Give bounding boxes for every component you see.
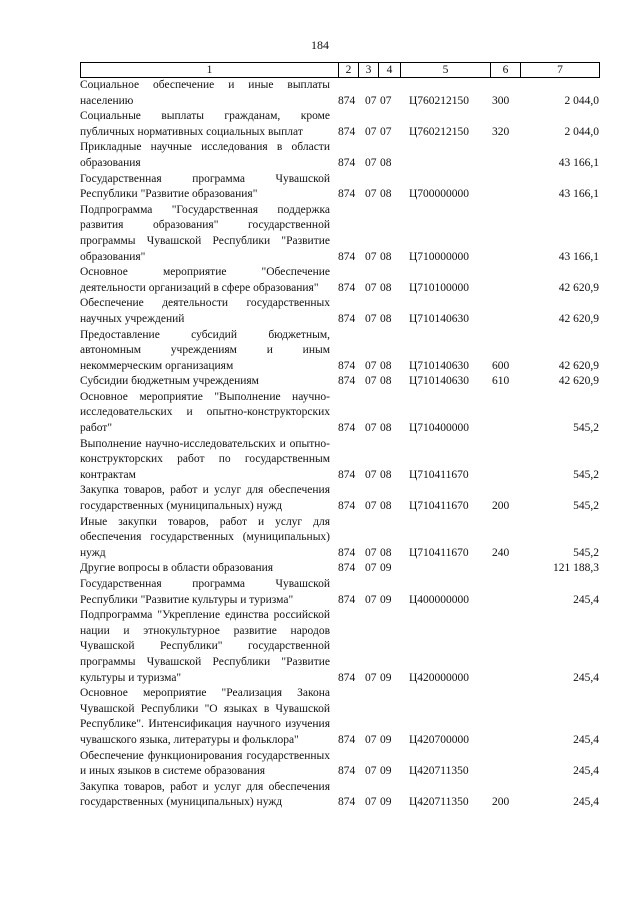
row-admin-code: 874 [338, 125, 356, 138]
row-admin-code: 874 [338, 250, 356, 263]
row-expense-type-code: 200 [492, 500, 510, 513]
row-section-code: 07 [365, 312, 377, 325]
table-row [80, 577, 600, 608]
row-admin-code: 874 [338, 468, 356, 481]
row-section-code: 07 [365, 546, 377, 559]
row-admin-code: 874 [338, 562, 356, 575]
row-admin-code: 874 [338, 188, 356, 201]
row-name: Государственная программа Чувашской Республики "Развитие культуры и туризма" [80, 578, 330, 606]
table-row [80, 390, 600, 437]
row-target-article-code: Ц710000000 [409, 250, 470, 263]
row-section-code: 07 [365, 796, 377, 809]
row-subsection-code: 08 [380, 281, 392, 294]
row-admin-code: 874 [338, 359, 356, 372]
row-admin-code: 874 [338, 796, 356, 809]
row-admin-code: 874 [338, 422, 356, 435]
row-subsection-code: 09 [380, 562, 392, 575]
row-admin-code: 874 [338, 500, 356, 513]
row-subsection-code: 08 [380, 500, 392, 513]
row-target-article-code: Ц710140630 [409, 359, 470, 372]
table-row [80, 172, 600, 203]
row-amount: 245,4 [573, 671, 599, 684]
row-amount: 245,4 [573, 765, 599, 778]
row-target-article-code: Ц710411670 [409, 500, 469, 513]
table-row [80, 328, 600, 375]
row-target-article-code: Ц710400000 [409, 422, 470, 435]
row-subsection-code: 08 [380, 250, 392, 263]
table-row [80, 686, 600, 748]
row-admin-code: 874 [338, 375, 356, 388]
row-admin-code: 874 [338, 733, 356, 746]
row-amount: 42 620,9 [558, 359, 599, 372]
row-target-article-code: Ц760212150 [409, 94, 470, 107]
row-section-code: 07 [365, 765, 377, 778]
row-admin-code: 874 [338, 281, 356, 294]
row-subsection-code: 08 [380, 422, 392, 435]
row-amount: 245,4 [573, 593, 599, 606]
row-target-article-code: Ц710100000 [409, 281, 470, 294]
row-section-code: 07 [365, 671, 377, 684]
row-target-article-code: Ц420700000 [409, 733, 470, 746]
table-row [80, 561, 600, 577]
row-expense-type-code: 300 [492, 94, 510, 107]
row-section-code: 07 [365, 593, 377, 606]
row-expense-type-code: 600 [492, 359, 510, 372]
row-subsection-code: 08 [380, 546, 392, 559]
table-row [80, 203, 600, 265]
page-number: 184 [311, 38, 329, 52]
row-name: Закупка товаров, работ и услуг для обеспечения государственных (муниципальных) нужд [80, 484, 330, 513]
table-row [80, 140, 600, 171]
row-section-code: 07 [365, 375, 377, 388]
row-subsection-code: 09 [380, 593, 392, 606]
row-name: Основное мероприятие "Реализация Закона Чувашской Республики "О языках в Чувашской Республике". Интенсификация научного изучения чувашского языка, литературы и фольклора" [80, 687, 330, 746]
row-subsection-code: 07 [380, 125, 392, 138]
row-target-article-code: Ц700000000 [409, 188, 470, 201]
row-admin-code: 874 [338, 312, 356, 325]
row-section-code: 07 [365, 250, 377, 263]
row-name: Основное мероприятие "Выполнение научно-исследовательских и опытно-конструкторских работ" [80, 390, 330, 435]
table-row [80, 483, 600, 514]
row-target-article-code: Ц420711350 [409, 796, 469, 809]
row-name: Подпрограмма "Государственная поддержка развития образования" государственной программы Чувашской Республики "Развитие образования" [80, 203, 330, 263]
row-amount: 545,2 [573, 500, 599, 513]
row-section-code: 07 [365, 94, 377, 107]
row-target-article-code: Ц760212150 [409, 125, 470, 138]
row-name: Субсидии бюджетным учреждениям [80, 375, 259, 388]
row-section-code: 07 [365, 422, 377, 435]
row-name: Прикладные научные исследования в области образования [80, 141, 330, 169]
row-name: Выполнение научно-исследовательских и опытно-конструкторских работ по государственным контрактам [80, 437, 330, 481]
row-target-article-code: Ц420711350 [409, 765, 469, 778]
row-name: Социальное обеспечение и иные выплаты населению [80, 79, 330, 107]
header-col-6: 6 [490, 63, 520, 77]
table-row [80, 780, 600, 811]
row-amount: 2 044,0 [564, 94, 599, 107]
row-name: Основное мероприятие "Обеспечение деятельности организаций в сфере образования" [80, 266, 330, 294]
row-target-article-code: Ц420000000 [409, 671, 470, 684]
row-section-code: 07 [365, 468, 377, 481]
row-expense-type-code: 610 [492, 375, 510, 388]
row-subsection-code: 08 [380, 188, 392, 201]
row-name: Социальные выплаты гражданам, кроме публичных нормативных социальных выплат [80, 110, 330, 138]
table-row [80, 515, 600, 562]
table-row [80, 109, 600, 140]
table-row [80, 265, 600, 296]
row-admin-code: 874 [338, 765, 356, 778]
row-section-code: 07 [365, 359, 377, 372]
row-section-code: 07 [365, 125, 377, 138]
row-name: Подпрограмма "Укрепление единства российской нации и этнокультурное развитие народов Чувашской Республики" государственной программы Чувашской Республики "Развитие культуры и туризма" [80, 609, 330, 684]
row-subsection-code: 08 [380, 375, 392, 388]
row-amount: 42 620,9 [558, 281, 599, 294]
row-amount: 545,2 [573, 422, 599, 435]
row-section-code: 07 [365, 733, 377, 746]
header-col-2: 2 [338, 63, 358, 77]
row-subsection-code: 07 [380, 94, 392, 107]
row-amount: 545,2 [573, 546, 599, 559]
row-name: Обеспечение функционирования государственных и иных языков в системе образования [80, 749, 330, 778]
row-amount: 43 166,1 [558, 250, 599, 263]
table-row [80, 437, 600, 484]
row-amount: 545,2 [573, 468, 599, 481]
row-amount: 2 044,0 [564, 125, 599, 138]
row-subsection-code: 09 [380, 765, 392, 778]
row-amount: 42 620,9 [558, 375, 599, 388]
row-name: Государственная программа Чувашской Республики "Развитие образования" [80, 172, 330, 201]
table-row [80, 374, 600, 390]
row-amount: 43 166,1 [558, 156, 599, 169]
row-target-article-code: Ц710140630 [409, 312, 470, 325]
row-name: Предоставление субсидий бюджетным, автономным учреждениям и иным некоммерческим организациям [80, 328, 330, 372]
row-target-article-code: Ц710140630 [409, 375, 470, 388]
row-subsection-code: 08 [380, 156, 392, 169]
row-admin-code: 874 [338, 94, 356, 107]
header-col-5: 5 [400, 63, 490, 77]
row-target-article-code: Ц710411670 [409, 468, 469, 481]
table-row [80, 296, 600, 327]
row-admin-code: 874 [338, 671, 356, 684]
row-amount: 245,4 [573, 796, 599, 809]
row-admin-code: 874 [338, 546, 356, 559]
header-col-7: 7 [520, 63, 600, 77]
row-subsection-code: 08 [380, 468, 392, 481]
row-section-code: 07 [365, 562, 377, 575]
row-expense-type-code: 240 [492, 546, 510, 559]
row-section-code: 07 [365, 281, 377, 294]
row-section-code: 07 [365, 156, 377, 169]
row-expense-type-code: 200 [492, 796, 510, 809]
row-expense-type-code: 320 [492, 125, 510, 138]
row-amount: 121 188,3 [553, 562, 599, 575]
header-col-3: 3 [358, 63, 378, 77]
row-subsection-code: 09 [380, 671, 392, 684]
row-subsection-code: 08 [380, 312, 392, 325]
row-amount: 43 166,1 [558, 188, 599, 201]
row-target-article-code: Ц710411670 [409, 546, 469, 559]
row-target-article-code: Ц400000000 [409, 593, 470, 606]
row-subsection-code: 09 [380, 796, 392, 809]
row-name: Закупка товаров, работ и услуг для обеспечения государственных (муниципальных) нужд [80, 780, 330, 809]
row-admin-code: 874 [338, 593, 356, 606]
row-name: Обеспечение деятельности государственных научных учреждений [80, 297, 330, 325]
row-subsection-code: 08 [380, 359, 392, 372]
header-col-4: 4 [378, 63, 400, 77]
table-row [80, 78, 600, 109]
row-admin-code: 874 [338, 156, 356, 169]
table-header [80, 62, 600, 78]
row-amount: 245,4 [573, 733, 599, 746]
row-subsection-code: 09 [380, 733, 392, 746]
table-body [80, 78, 600, 811]
table-row [80, 608, 600, 686]
row-section-code: 07 [365, 500, 377, 513]
row-section-code: 07 [365, 188, 377, 201]
row-name: Иные закупки товаров, работ и услуг для обеспечения государственных (муниципальных) нужд [80, 515, 330, 559]
table-row [80, 749, 600, 780]
header-col-1: 1 [80, 63, 338, 77]
row-name: Другие вопросы в области образования [80, 562, 274, 575]
row-amount: 42 620,9 [558, 312, 599, 325]
